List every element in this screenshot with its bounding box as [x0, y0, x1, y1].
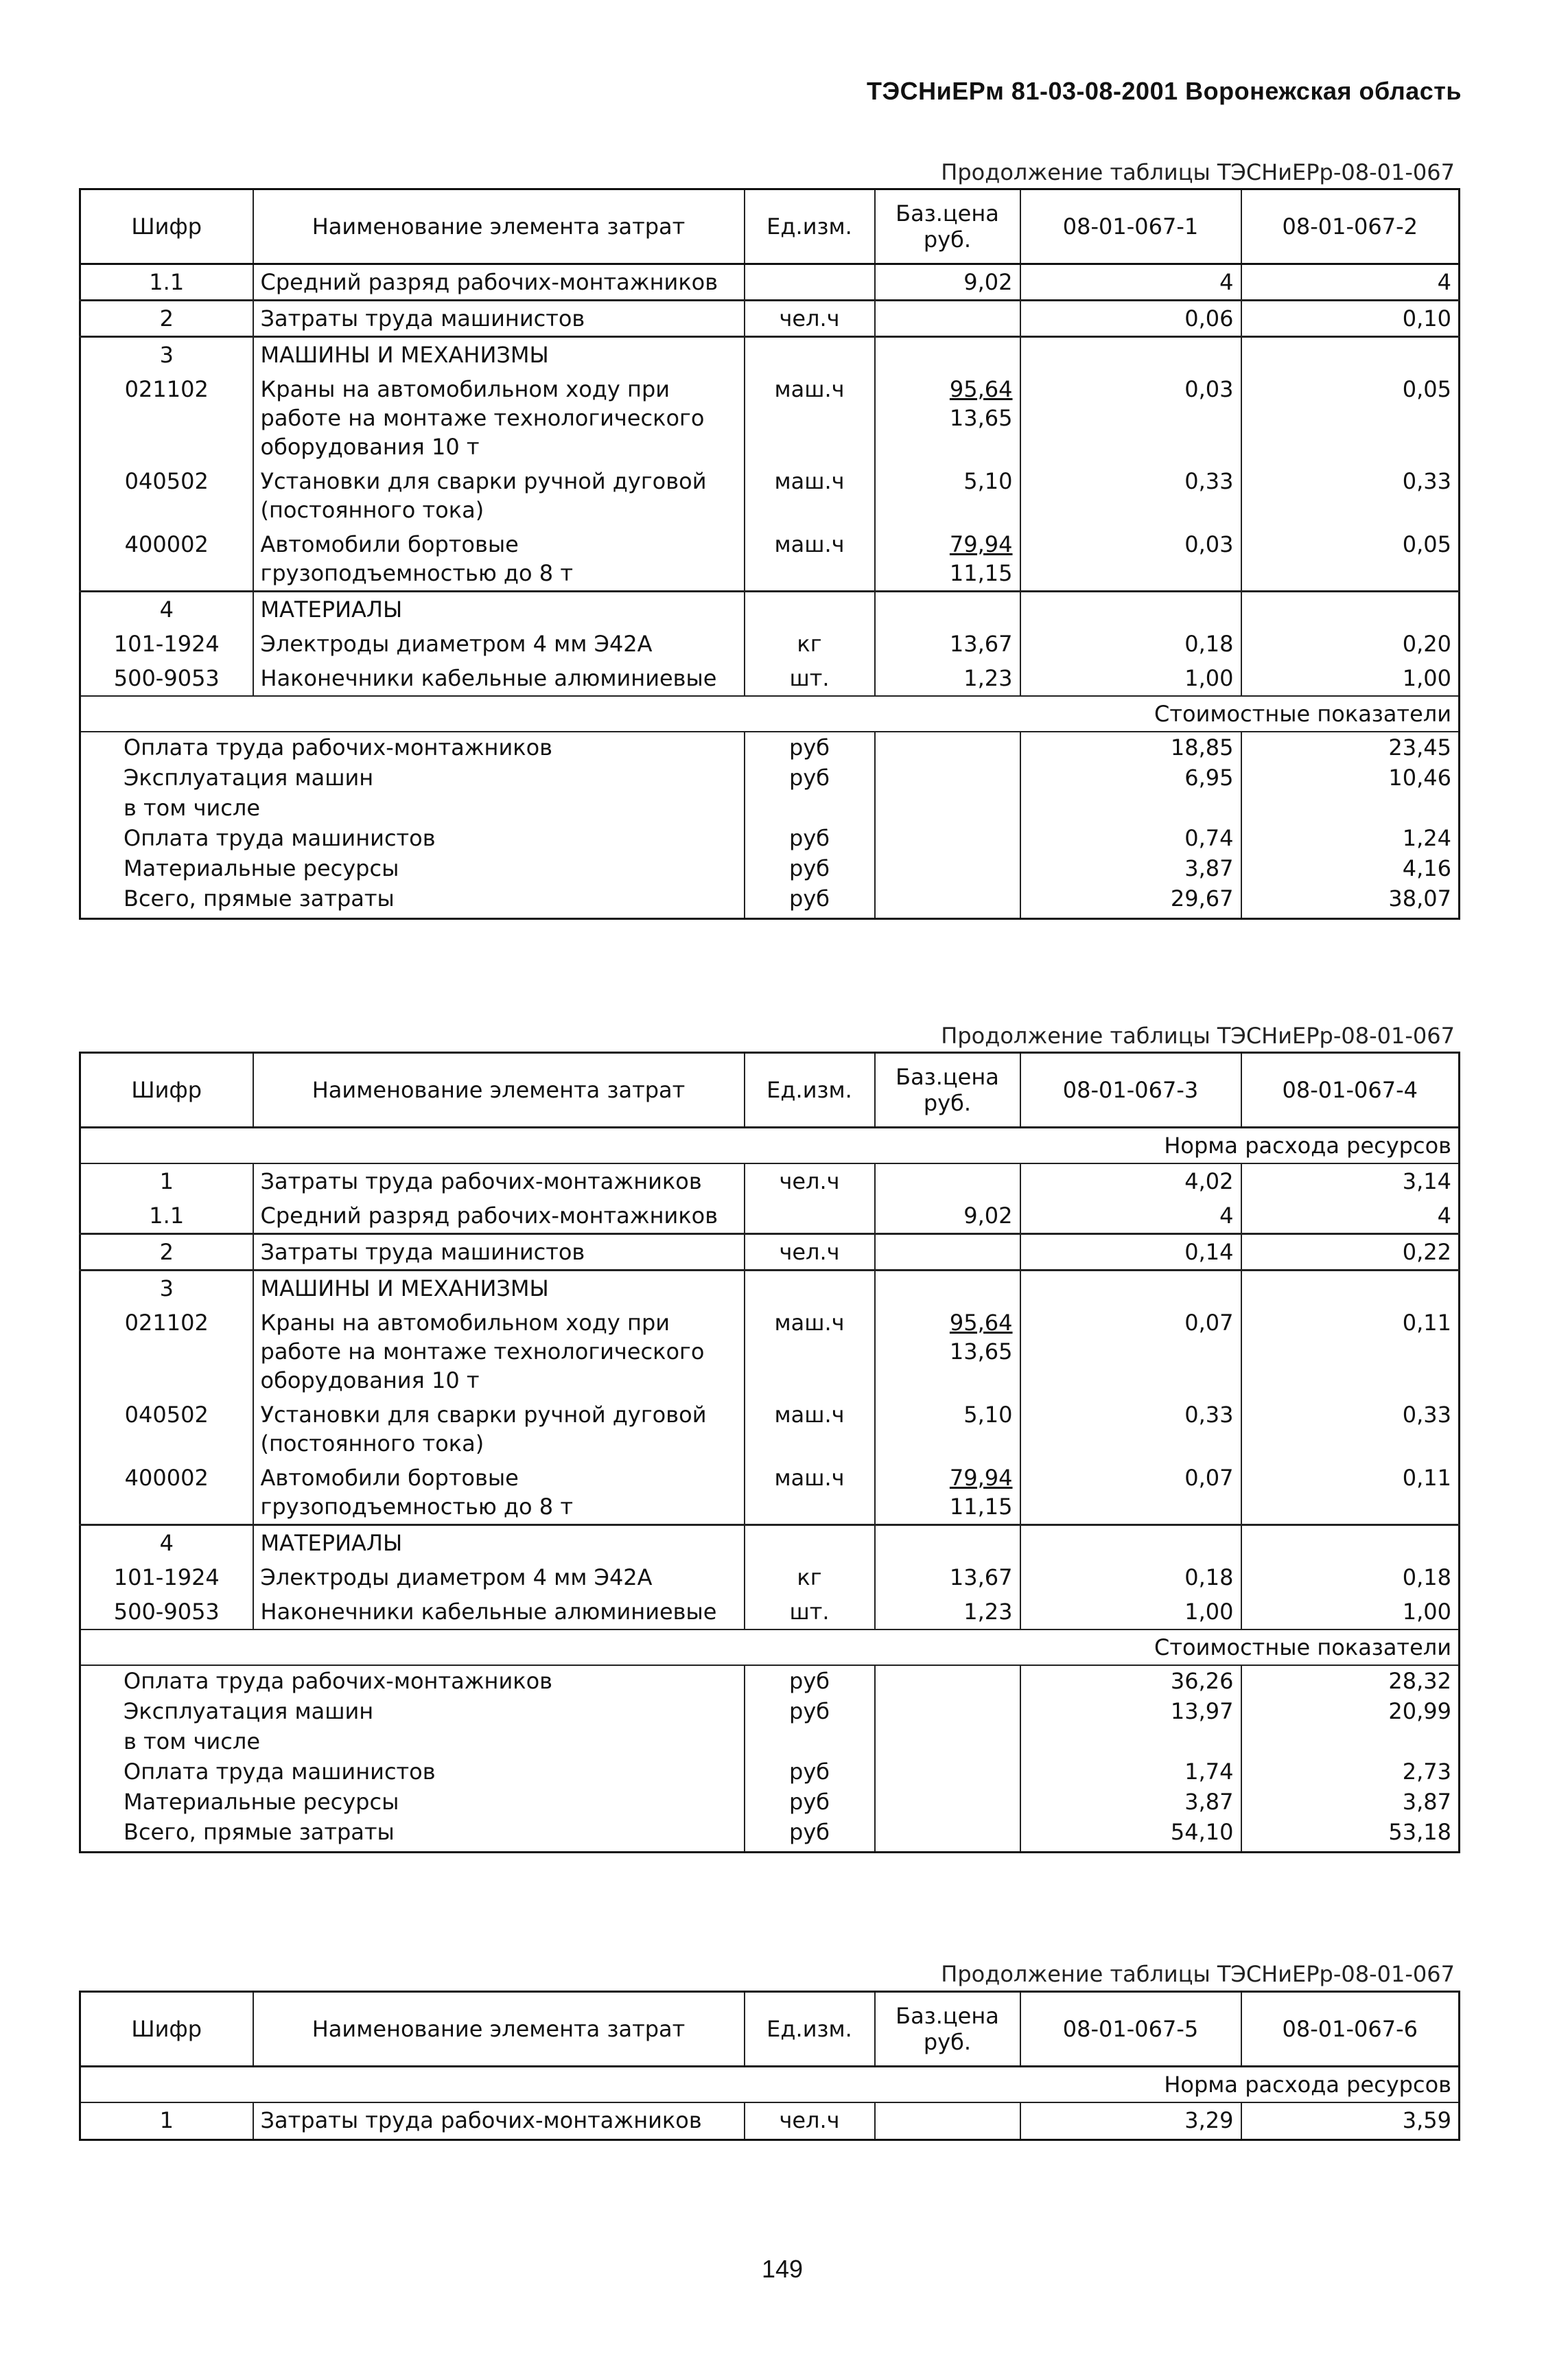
cost-row — [80, 1787, 1460, 1817]
cost-value-b: 53,18 — [1241, 1817, 1460, 1853]
row-value-a: 0,03 — [1020, 372, 1241, 464]
row-value-b: 0,10 — [1241, 301, 1460, 337]
table-row — [80, 264, 1460, 301]
row-value-a: 0,18 — [1020, 627, 1241, 661]
row-value-a: 0,06 — [1020, 301, 1241, 337]
row-code: 101-1924 — [80, 1560, 253, 1594]
cost-value-a: 3,87 — [1020, 1787, 1241, 1817]
empty-cell — [875, 1525, 1020, 1561]
cost-row — [80, 853, 1460, 883]
row-price: 9,02 — [875, 1198, 1020, 1234]
row-price: 5,10 — [875, 464, 1020, 527]
col-header-name: Наименование элемента затрат — [253, 189, 745, 264]
cost-value-b: 4,16 — [1241, 853, 1460, 883]
cost-name: Оплата труда машинистов — [80, 823, 745, 853]
row-code: 400002 — [80, 1461, 253, 1525]
band-row — [80, 1128, 1460, 1164]
col-header-unit: Ед.изм. — [745, 189, 875, 264]
row-unit: чел.ч — [745, 1163, 875, 1198]
cost-row — [80, 1696, 1460, 1726]
row-value-a: 4 — [1020, 1198, 1241, 1234]
empty-cell — [745, 337, 875, 373]
row-name: Установки для сварки ручной дуговой (постоянного тока) — [253, 464, 745, 527]
row-value-b: 0,11 — [1241, 1461, 1460, 1525]
row-value-a: 0,18 — [1020, 1560, 1241, 1594]
empty-cell — [875, 1665, 1020, 1696]
table-header-row — [80, 1992, 1460, 2067]
table-row — [80, 464, 1460, 527]
row-name: Автомобили бортовые грузоподъемностью до 8 т — [253, 1461, 745, 1525]
band-row — [80, 696, 1460, 732]
col-header-code: Шифр — [80, 189, 253, 264]
row-code: 1.1 — [80, 1198, 253, 1234]
col-header-name: Наименование элемента затрат — [253, 1053, 745, 1128]
col-header-price — [875, 189, 1020, 264]
band-cost-label: Стоимостные показатели — [80, 1629, 1460, 1665]
row-name: Наконечники кабельные алюминиевые — [253, 1594, 745, 1629]
cost-value-b: 3,87 — [1241, 1787, 1460, 1817]
price-sub: 13,65 — [949, 1338, 1013, 1365]
cost-name: Эксплуатация машин — [80, 763, 745, 793]
empty-cell — [745, 1525, 875, 1561]
cost-value-a: 29,67 — [1020, 883, 1241, 919]
row-value-a: 0,33 — [1020, 464, 1241, 527]
empty-cell — [875, 337, 1020, 373]
table-header-row — [80, 189, 1460, 264]
row-unit: маш.ч — [745, 372, 875, 464]
table-row — [80, 527, 1460, 592]
band-norm-label: Норма расхода ресурсов — [80, 2067, 1460, 2103]
col-header-price-line1: Баз.цена — [896, 1064, 999, 1090]
table-row — [80, 301, 1460, 337]
row-price: 1,23 — [875, 1594, 1020, 1629]
col-header-price-line2: руб. — [923, 2029, 972, 2055]
cost-name: в том числе — [80, 1726, 745, 1756]
row-value-a: 1,00 — [1020, 1594, 1241, 1629]
col-header-variant-b: 08-01-067-2 — [1241, 189, 1460, 264]
band-norm-label: Норма расхода ресурсов — [80, 1128, 1460, 1164]
row-value-b: 0,18 — [1241, 1560, 1460, 1594]
empty-cell — [745, 793, 875, 823]
cost-name: Материальные ресурсы — [80, 853, 745, 883]
empty-cell — [1241, 592, 1460, 627]
cost-name: Всего, прямые затраты — [80, 1817, 745, 1853]
row-value-b: 1,00 — [1241, 1594, 1460, 1629]
price-sub: 11,15 — [949, 1494, 1013, 1520]
row-code: 400002 — [80, 527, 253, 592]
cost-row — [80, 763, 1460, 793]
cost-unit: руб — [745, 883, 875, 919]
section-code: 3 — [80, 337, 253, 373]
cost-row — [80, 1756, 1460, 1787]
row-price — [875, 372, 1020, 464]
section-row — [80, 592, 1460, 627]
cost-value-a: 3,87 — [1020, 853, 1241, 883]
cost-name: в том числе — [80, 793, 745, 823]
row-code: 040502 — [80, 1397, 253, 1461]
cost-name: Оплата труда рабочих-монтажников — [80, 1665, 745, 1696]
empty-cell — [875, 883, 1020, 919]
band-row — [80, 1629, 1460, 1665]
row-price — [875, 301, 1020, 337]
row-unit: шт. — [745, 1594, 875, 1629]
cost-value-a: 36,26 — [1020, 1665, 1241, 1696]
estimate-table-3 — [79, 1991, 1460, 2141]
cost-row — [80, 732, 1460, 763]
row-name: Наконечники кабельные алюминиевые — [253, 661, 745, 696]
row-price: 13,67 — [875, 1560, 1020, 1594]
empty-cell — [1241, 1525, 1460, 1561]
empty-cell — [875, 853, 1020, 883]
section-code: 4 — [80, 1525, 253, 1561]
row-name: Затраты труда машинистов — [253, 1234, 745, 1271]
col-header-price — [875, 1992, 1020, 2067]
table-caption: Продолжение таблицы ТЭСНиЕРр-08-01-067 — [941, 1961, 1455, 1987]
table-row — [80, 1306, 1460, 1397]
price-sub: 11,15 — [949, 560, 1013, 586]
row-value-b: 4 — [1241, 1198, 1460, 1234]
cost-unit: руб — [745, 763, 875, 793]
row-unit — [745, 264, 875, 301]
row-name: Электроды диаметром 4 мм Э42А — [253, 627, 745, 661]
row-unit — [745, 1198, 875, 1234]
row-unit: маш.ч — [745, 1461, 875, 1525]
price-main: 95,64 — [949, 1310, 1013, 1336]
cost-value-b: 38,07 — [1241, 883, 1460, 919]
col-header-variant-b: 08-01-067-6 — [1241, 1992, 1460, 2067]
col-header-variant-b: 08-01-067-4 — [1241, 1053, 1460, 1128]
row-price — [875, 1461, 1020, 1525]
cost-name: Оплата труда машинистов — [80, 1756, 745, 1787]
row-name: Автомобили бортовые грузоподъемностью до 8 т — [253, 527, 745, 592]
cost-row — [80, 823, 1460, 853]
band-row — [80, 2067, 1460, 2103]
price-main: 95,64 — [949, 376, 1013, 402]
empty-cell — [875, 1787, 1020, 1817]
row-value-b: 0,05 — [1241, 527, 1460, 592]
cost-value-b: 20,99 — [1241, 1696, 1460, 1726]
cost-unit: руб — [745, 1665, 875, 1696]
cost-unit: руб — [745, 853, 875, 883]
table-row — [80, 372, 1460, 464]
row-code: 040502 — [80, 464, 253, 527]
row-value-a: 4,02 — [1020, 1163, 1241, 1198]
section-row — [80, 337, 1460, 373]
row-code: 2 — [80, 1234, 253, 1271]
cost-unit: руб — [745, 1787, 875, 1817]
section-row — [80, 1525, 1460, 1561]
row-code: 101-1924 — [80, 627, 253, 661]
empty-cell — [745, 1726, 875, 1756]
cost-unit: руб — [745, 823, 875, 853]
row-price — [875, 1234, 1020, 1271]
row-value-b: 0,11 — [1241, 1306, 1460, 1397]
col-header-price-line1: Баз.цена — [896, 200, 999, 227]
empty-cell — [1241, 1271, 1460, 1306]
row-value-a: 0,33 — [1020, 1397, 1241, 1461]
row-value-a: 4 — [1020, 264, 1241, 301]
col-header-unit: Ед.изм. — [745, 1992, 875, 2067]
cost-value-a: 6,95 — [1020, 763, 1241, 793]
cost-row — [80, 793, 1460, 823]
estimate-table-2 — [79, 1052, 1460, 1853]
price-main: 79,94 — [949, 1465, 1013, 1491]
empty-cell — [1020, 793, 1241, 823]
cost-value-a: 13,97 — [1020, 1696, 1241, 1726]
row-name: Затраты труда машинистов — [253, 301, 745, 337]
empty-cell — [745, 1271, 875, 1306]
empty-cell — [1020, 337, 1241, 373]
row-unit: маш.ч — [745, 527, 875, 592]
row-price: 9,02 — [875, 264, 1020, 301]
row-value-b: 4 — [1241, 264, 1460, 301]
price-sub: 13,65 — [949, 405, 1013, 431]
empty-cell — [1020, 592, 1241, 627]
row-unit: чел.ч — [745, 1234, 875, 1271]
cost-name: Оплата труда рабочих-монтажников — [80, 732, 745, 763]
row-value-b: 3,14 — [1241, 1163, 1460, 1198]
row-unit: маш.ч — [745, 1306, 875, 1397]
table-row — [80, 1234, 1460, 1271]
cost-row — [80, 883, 1460, 919]
cost-value-a: 54,10 — [1020, 1817, 1241, 1853]
row-value-a: 0,07 — [1020, 1461, 1241, 1525]
section-title: МАТЕРИАЛЫ — [253, 592, 745, 627]
row-name: Электроды диаметром 4 мм Э42А — [253, 1560, 745, 1594]
col-header-price-line2: руб. — [923, 227, 972, 253]
col-header-variant-a: 08-01-067-3 — [1020, 1053, 1241, 1128]
cost-value-a: 0,74 — [1020, 823, 1241, 853]
row-unit: чел.ч — [745, 301, 875, 337]
row-value-b: 0,33 — [1241, 1397, 1460, 1461]
empty-cell — [1020, 1525, 1241, 1561]
row-value-b: 1,00 — [1241, 661, 1460, 696]
row-name: Затраты труда рабочих-монтажников — [253, 1163, 745, 1198]
row-unit: кг — [745, 627, 875, 661]
empty-cell — [875, 1756, 1020, 1787]
table-row — [80, 661, 1460, 696]
cost-name: Эксплуатация машин — [80, 1696, 745, 1726]
table-row — [80, 1163, 1460, 1198]
table-row — [80, 627, 1460, 661]
col-header-name: Наименование элемента затрат — [253, 1992, 745, 2067]
row-value-a: 3,29 — [1020, 2102, 1241, 2140]
cost-row — [80, 1665, 1460, 1696]
empty-cell — [875, 793, 1020, 823]
row-unit: кг — [745, 1560, 875, 1594]
table-row — [80, 1198, 1460, 1234]
empty-cell — [875, 732, 1020, 763]
row-name: Краны на автомобильном ходу при работе на монтаже технологического оборудования 10 т — [253, 1306, 745, 1397]
page-header-title: ТЭСНиЕРм 81-03-08-2001 Воронежская область — [867, 77, 1462, 105]
cost-unit: руб — [745, 1756, 875, 1787]
table-row — [80, 2102, 1460, 2140]
row-name: Установки для сварки ручной дуговой (постоянного тока) — [253, 1397, 745, 1461]
row-price — [875, 1306, 1020, 1397]
row-value-b: 0,33 — [1241, 464, 1460, 527]
cost-value-a: 18,85 — [1020, 732, 1241, 763]
cost-unit: руб — [745, 732, 875, 763]
cost-unit: руб — [745, 1817, 875, 1853]
row-code: 2 — [80, 301, 253, 337]
cost-value-b: 10,46 — [1241, 763, 1460, 793]
cost-value-b: 28,32 — [1241, 1665, 1460, 1696]
band-cost-label: Стоимостные показатели — [80, 696, 1460, 732]
row-price — [875, 1163, 1020, 1198]
row-value-a: 0,07 — [1020, 1306, 1241, 1397]
section-title: МАШИНЫ И МЕХАНИЗМЫ — [253, 1271, 745, 1306]
row-value-a: 1,00 — [1020, 661, 1241, 696]
table-row — [80, 1461, 1460, 1525]
empty-cell — [875, 763, 1020, 793]
estimate-table-1 — [79, 188, 1460, 920]
col-header-variant-a: 08-01-067-1 — [1020, 189, 1241, 264]
table-row — [80, 1397, 1460, 1461]
empty-cell — [875, 823, 1020, 853]
cost-name: Материальные ресурсы — [80, 1787, 745, 1817]
row-code: 1 — [80, 1163, 253, 1198]
col-header-price-line2: руб. — [923, 1090, 972, 1116]
cost-row — [80, 1726, 1460, 1756]
row-name: Средний разряд рабочих-монтажников — [253, 1198, 745, 1234]
row-value-b: 0,05 — [1241, 372, 1460, 464]
row-code: 1.1 — [80, 264, 253, 301]
row-price: 13,67 — [875, 627, 1020, 661]
row-unit: маш.ч — [745, 464, 875, 527]
empty-cell — [1241, 1726, 1460, 1756]
section-code: 3 — [80, 1271, 253, 1306]
row-code: 021102 — [80, 372, 253, 464]
empty-cell — [745, 592, 875, 627]
row-code: 500-9053 — [80, 1594, 253, 1629]
page-number: 149 — [761, 2255, 804, 2283]
empty-cell — [1020, 1271, 1241, 1306]
col-header-variant-a: 08-01-067-5 — [1020, 1992, 1241, 2067]
section-title: МАТЕРИАЛЫ — [253, 1525, 745, 1561]
cost-name: Всего, прямые затраты — [80, 883, 745, 919]
cost-unit: руб — [745, 1696, 875, 1726]
empty-cell — [1241, 793, 1460, 823]
table-header-row — [80, 1053, 1460, 1128]
row-code: 021102 — [80, 1306, 253, 1397]
cost-value-b: 2,73 — [1241, 1756, 1460, 1787]
row-name: Средний разряд рабочих-монтажников — [253, 264, 745, 301]
col-header-code: Шифр — [80, 1053, 253, 1128]
col-header-code: Шифр — [80, 1992, 253, 2067]
row-code: 1 — [80, 2102, 253, 2140]
section-row — [80, 1271, 1460, 1306]
row-value-a: 0,14 — [1020, 1234, 1241, 1271]
row-value-a: 0,03 — [1020, 527, 1241, 592]
price-main: 79,94 — [949, 531, 1013, 557]
row-price: 5,10 — [875, 1397, 1020, 1461]
table-row — [80, 1594, 1460, 1629]
row-name: Затраты труда рабочих-монтажников — [253, 2102, 745, 2140]
row-name: Краны на автомобильном ходу при работе на монтаже технологического оборудования 10 т — [253, 372, 745, 464]
row-code: 500-9053 — [80, 661, 253, 696]
row-price: 1,23 — [875, 661, 1020, 696]
empty-cell — [875, 1726, 1020, 1756]
section-title: МАШИНЫ И МЕХАНИЗМЫ — [253, 337, 745, 373]
cost-value-b: 1,24 — [1241, 823, 1460, 853]
row-price — [875, 2102, 1020, 2140]
cost-row — [80, 1817, 1460, 1853]
row-unit: чел.ч — [745, 2102, 875, 2140]
table-caption: Продолжение таблицы ТЭСНиЕРр-08-01-067 — [941, 159, 1455, 185]
empty-cell — [1241, 337, 1460, 373]
empty-cell — [875, 592, 1020, 627]
row-value-b: 3,59 — [1241, 2102, 1460, 2140]
empty-cell — [875, 1696, 1020, 1726]
cost-value-a: 1,74 — [1020, 1756, 1241, 1787]
row-value-b: 0,20 — [1241, 627, 1460, 661]
col-header-price-line1: Баз.цена — [896, 2003, 999, 2029]
row-price — [875, 527, 1020, 592]
empty-cell — [1020, 1726, 1241, 1756]
row-unit: маш.ч — [745, 1397, 875, 1461]
empty-cell — [875, 1271, 1020, 1306]
empty-cell — [875, 1817, 1020, 1853]
cost-value-b: 23,45 — [1241, 732, 1460, 763]
row-unit: шт. — [745, 661, 875, 696]
col-header-unit: Ед.изм. — [745, 1053, 875, 1128]
row-value-b: 0,22 — [1241, 1234, 1460, 1271]
section-code: 4 — [80, 592, 253, 627]
table-row — [80, 1560, 1460, 1594]
table-caption: Продолжение таблицы ТЭСНиЕРр-08-01-067 — [941, 1023, 1455, 1049]
col-header-price — [875, 1053, 1020, 1128]
